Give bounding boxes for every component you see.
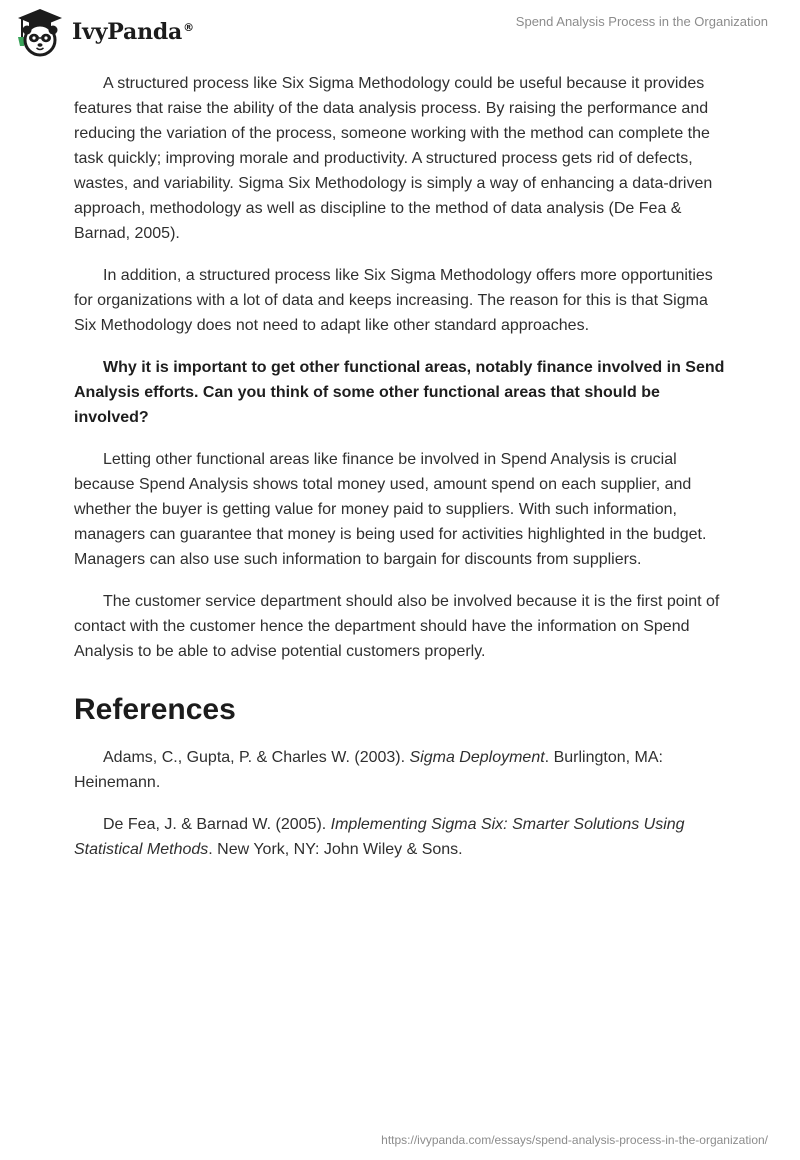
reference-publisher: . New York, NY: John Wiley & Sons. xyxy=(208,841,463,858)
essay-body xyxy=(74,71,726,879)
body-paragraph: A structured process like Six Sigma Methodology could be useful because it provides features that raise the ability of the data analysis process. By raising the performance and reducing the variation of the process, someone working with the method can complete the task quickly; improving morale and productivity. A structured process gets rid of defects, wastes, and variability. Sigma Six Methodology is simply a way of enhancing a data-driven approach, methodology as well as discipline to the method of data analysis (De Fea & Barnad, 2005). xyxy=(74,75,713,242)
page-header xyxy=(0,0,800,70)
reference-title: Sigma Deployment xyxy=(409,749,545,766)
body-paragraph: The customer service department should also be involved because it is the first point of contact with the customer hence the department should have the information on Spend Analysis to be able to advise potential customers properly. xyxy=(74,593,720,660)
reference-authors: De Fea, J. & Barnad W. (2005). xyxy=(103,816,331,833)
question-paragraph: Why it is important to get other functional areas, notably finance involved in Send Analysis efforts. Can you think of some other functional areas that should be involved? xyxy=(74,359,725,426)
references-heading: References xyxy=(74,693,236,726)
brand-logo[interactable] xyxy=(14,6,194,58)
reference-entry xyxy=(74,812,726,862)
reference-authors: Adams, C., Gupta, P. & Charles W. (2003). xyxy=(103,749,410,766)
body-paragraph: Letting other functional areas like finance be involved in Spend Analysis is crucial because Spend Analysis shows total money used, amount spend on each supplier, and whether the buyer is getting value for money paid to suppliers. With such information, managers can guarantee that money is being used for activities highlighted in the budget. Managers can also use such information to bargain for discounts from suppliers. xyxy=(74,451,707,568)
source-url-link[interactable]: https://ivypanda.com/essays/spend-analysis-process-in-the-organization/ xyxy=(381,1133,768,1147)
panda-graduate-icon xyxy=(14,6,66,58)
reference-publisher: . Burlington, MA: Heinemann. xyxy=(74,749,663,791)
reference-entry xyxy=(74,745,726,795)
body-paragraph: In addition, a structured process like Six Sigma Methodology offers more opportunities for organizations with a lot of data and keeps increasing. The reason for this is that Sigma Six Methodology does not need to adapt like other standard approaches. xyxy=(74,267,713,334)
registered-mark: ® xyxy=(183,20,194,34)
document-title: Spend Analysis Process in the Organization xyxy=(515,14,768,29)
brand-name-text: IvyPanda xyxy=(72,19,183,45)
brand-name xyxy=(72,19,194,45)
reference-title: Implementing Sigma Six: Smarter Solutions Using Statistical Methods xyxy=(74,816,685,858)
